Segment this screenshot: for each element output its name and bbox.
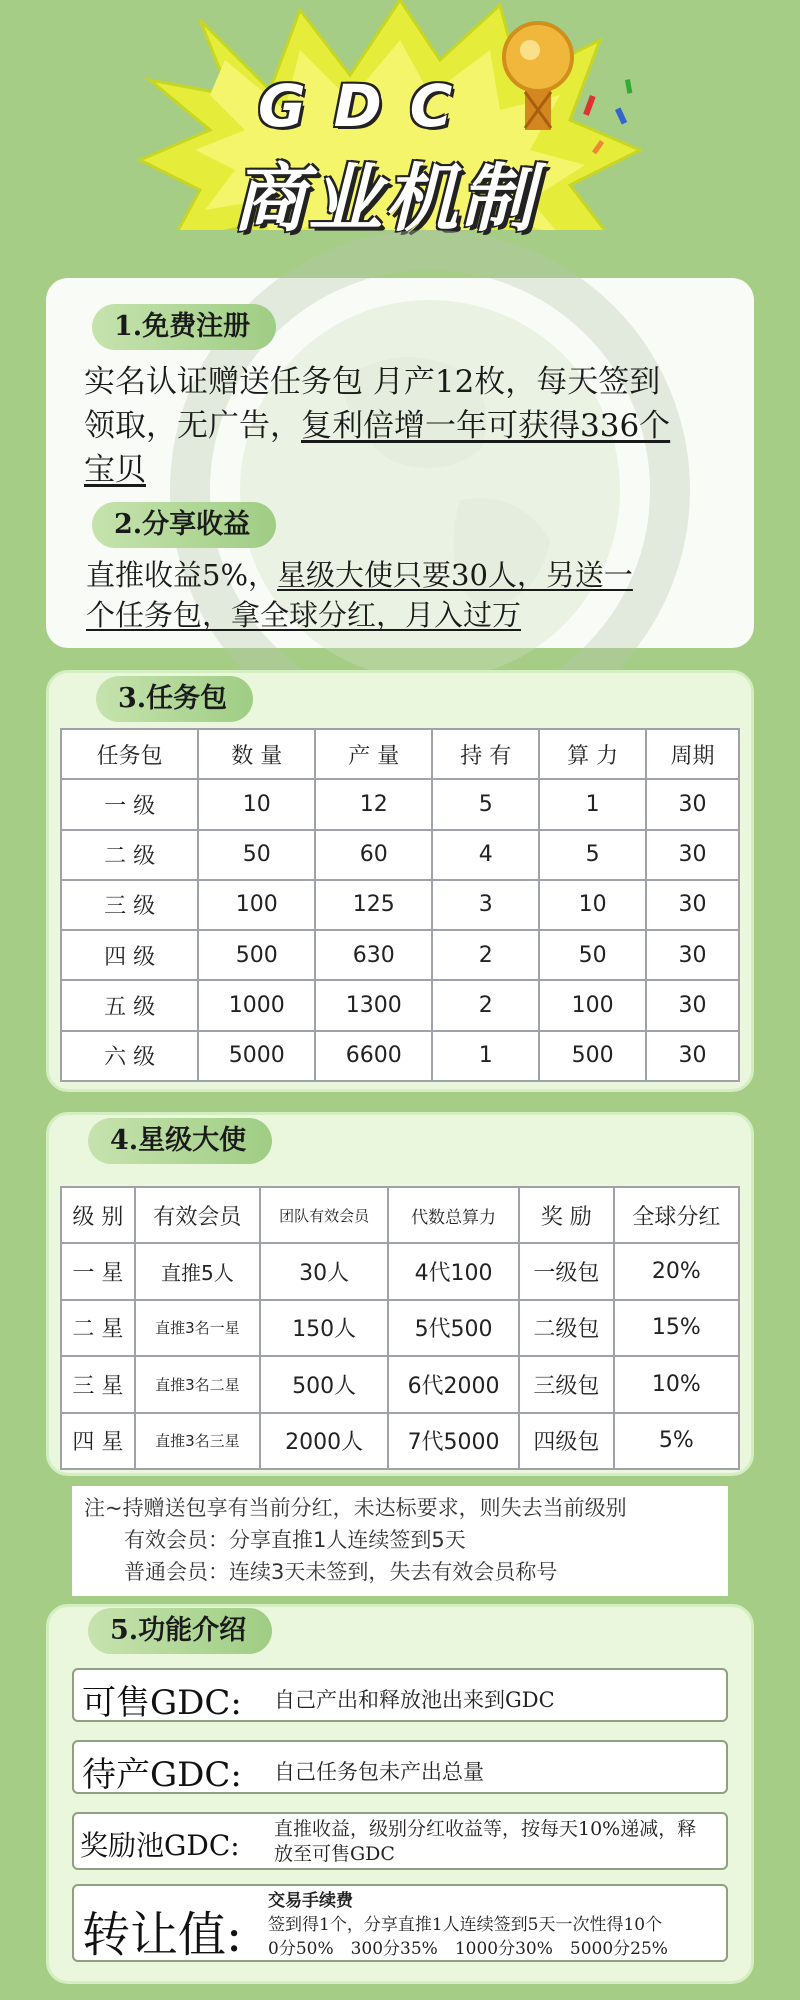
- share-text-plain: 直推收益5%，: [86, 558, 278, 592]
- table-cell: 50: [539, 930, 646, 980]
- table-cell: 4: [432, 830, 539, 880]
- section-heading-features: 5.功能介绍: [88, 1608, 272, 1654]
- table-cell: 6600: [315, 1031, 432, 1081]
- table-cell: 1300: [315, 980, 432, 1030]
- register-text-highlight: 复利倍增一年可获得336个宝贝: [84, 408, 671, 488]
- table-row: [61, 980, 739, 1030]
- register-text: [84, 360, 684, 492]
- table-header-cell: 周期: [646, 729, 739, 779]
- table-cell: 2000人: [260, 1413, 388, 1469]
- table-cell: 二级包: [519, 1300, 614, 1356]
- task-package-table: [60, 728, 740, 1082]
- section-heading-ambassador: 4.星级大使: [88, 1118, 272, 1164]
- feature-label: 可售GDC:: [82, 1683, 242, 1723]
- section-heading-share: 2.分享收益: [92, 502, 276, 548]
- table-cell: 30: [646, 980, 739, 1030]
- table-cell: 2: [432, 980, 539, 1030]
- table-cell: 6代2000: [388, 1356, 519, 1412]
- feature-label: 转让值:: [82, 1907, 243, 1963]
- table-cell: 15%: [614, 1300, 739, 1356]
- table-row: [61, 779, 739, 829]
- brand-text: GDC: [258, 72, 481, 140]
- table-cell: 一级包: [519, 1243, 614, 1299]
- table-cell: 三 星: [61, 1356, 135, 1412]
- feature-sellable-gdc: [72, 1668, 728, 1722]
- table-cell: 500: [539, 1031, 646, 1081]
- table-cell: 四 级: [61, 930, 198, 980]
- membership-note: [72, 1486, 728, 1596]
- table-cell: 100: [539, 980, 646, 1030]
- page-title: 商业机制: [232, 156, 536, 242]
- feature-label: 待产GDC:: [82, 1755, 242, 1795]
- table-cell: 30: [646, 930, 739, 980]
- table-cell: 3: [432, 880, 539, 930]
- table-cell: 三级包: [519, 1356, 614, 1412]
- feature-value: [268, 1889, 724, 1961]
- table-cell: 5: [539, 830, 646, 880]
- table-header-cell: 全球分红: [614, 1187, 739, 1243]
- table-cell: 四 星: [61, 1413, 135, 1469]
- table-cell: 7代5000: [388, 1413, 519, 1469]
- table-row: [61, 1300, 739, 1356]
- feature-value-line: 0分50% 300分35% 1000分30% 5000分25%: [268, 1939, 668, 1959]
- feature-pending-gdc: [72, 1740, 728, 1794]
- table-header-cell: 持 有: [432, 729, 539, 779]
- feature-value: 直推收益，级别分红收益等，按每天10%递减，释放至可售GDC: [274, 1818, 697, 1865]
- table-cell: 30: [646, 830, 739, 880]
- table-cell: 1: [539, 779, 646, 829]
- table-row: [61, 1356, 739, 1412]
- table-cell: 50: [198, 830, 315, 880]
- table-cell: 10: [539, 880, 646, 930]
- table-cell: 10%: [614, 1356, 739, 1412]
- section-heading-tasks: 3.任务包: [96, 676, 253, 722]
- table-cell: 100: [198, 880, 315, 930]
- table-cell: 直推3名三星: [135, 1413, 260, 1469]
- table-header-cell: 奖 励: [519, 1187, 614, 1243]
- register-text-plain: 实名认证赠送任务包 月产12枚，每天签到领取，无广告，: [84, 364, 661, 444]
- table-header-cell: 数 量: [198, 729, 315, 779]
- note-line: 注~持赠送包享有当前分红，未达标要求，则失去当前级别: [84, 1496, 627, 1520]
- table-cell: 三 级: [61, 880, 198, 930]
- table-cell: 5代500: [388, 1300, 519, 1356]
- note-line: 普通会员：连续3天未签到，失去有效会员称号: [124, 1560, 558, 1584]
- table-cell: 5: [432, 779, 539, 829]
- table-cell: 630: [315, 930, 432, 980]
- feature-value-line: 交易手续费: [268, 1891, 353, 1911]
- table-row: [61, 880, 739, 930]
- table-cell: 二 级: [61, 830, 198, 880]
- table-cell: 20%: [614, 1243, 739, 1299]
- table-cell: 5%: [614, 1413, 739, 1469]
- table-row: [61, 1031, 739, 1081]
- table-cell: 一 星: [61, 1243, 135, 1299]
- table-cell: 12: [315, 779, 432, 829]
- table-row: [61, 830, 739, 880]
- table-cell: 60: [315, 830, 432, 880]
- table-cell: 四级包: [519, 1413, 614, 1469]
- table-cell: 30人: [260, 1243, 388, 1299]
- table-row: [61, 1413, 739, 1469]
- table-header-row: [61, 729, 739, 779]
- table-header-cell: 产 量: [315, 729, 432, 779]
- table-cell: 500人: [260, 1356, 388, 1412]
- table-cell: 五 级: [61, 980, 198, 1030]
- table-header-cell: 团队有效会员: [260, 1187, 388, 1243]
- feature-transfer-value: [72, 1884, 728, 1962]
- share-text: [86, 555, 646, 635]
- table-header-cell: 级 别: [61, 1187, 135, 1243]
- feature-label: 奖励池GDC:: [80, 1829, 240, 1862]
- table-cell: 直推5人: [135, 1243, 260, 1299]
- feature-value: 自己任务包未产出总量: [274, 1760, 484, 1784]
- table-header-cell: 代数总算力: [388, 1187, 519, 1243]
- share-text-highlight: 星级大使只要30人，另送一个任务包，拿全球分红，月入过万: [86, 558, 633, 632]
- table-header-cell: 有效会员: [135, 1187, 260, 1243]
- table-cell: 六 级: [61, 1031, 198, 1081]
- table-header-cell: 算 力: [539, 729, 646, 779]
- table-cell: 4代100: [388, 1243, 519, 1299]
- table-header-cell: 任务包: [61, 729, 198, 779]
- table-cell: 30: [646, 1031, 739, 1081]
- table-cell: 2: [432, 930, 539, 980]
- table-cell: 125: [315, 880, 432, 930]
- note-line: 有效会员：分享直推1人连续签到5天: [124, 1528, 466, 1552]
- table-cell: 1000: [198, 980, 315, 1030]
- feature-value-line: 签到得1个，分享直推1人连续签到5天一次性得10个: [268, 1915, 663, 1935]
- table-header-row: [61, 1187, 739, 1243]
- ambassador-table: [60, 1186, 740, 1470]
- table-row: [61, 1243, 739, 1299]
- table-cell: 30: [646, 779, 739, 829]
- feature-reward-pool-gdc: [72, 1812, 728, 1870]
- table-cell: 30: [646, 880, 739, 930]
- table-cell: 二 星: [61, 1300, 135, 1356]
- table-cell: 1: [432, 1031, 539, 1081]
- section-heading-register: 1.免费注册: [92, 304, 276, 350]
- table-cell: 150人: [260, 1300, 388, 1356]
- table-cell: 10: [198, 779, 315, 829]
- table-cell: 500: [198, 930, 315, 980]
- table-cell: 直推3名二星: [135, 1356, 260, 1412]
- feature-value: 自己产出和释放池出来到GDC: [274, 1688, 555, 1712]
- table-row: [61, 930, 739, 980]
- table-cell: 直推3名一星: [135, 1300, 260, 1356]
- table-cell: 5000: [198, 1031, 315, 1081]
- table-cell: 一 级: [61, 779, 198, 829]
